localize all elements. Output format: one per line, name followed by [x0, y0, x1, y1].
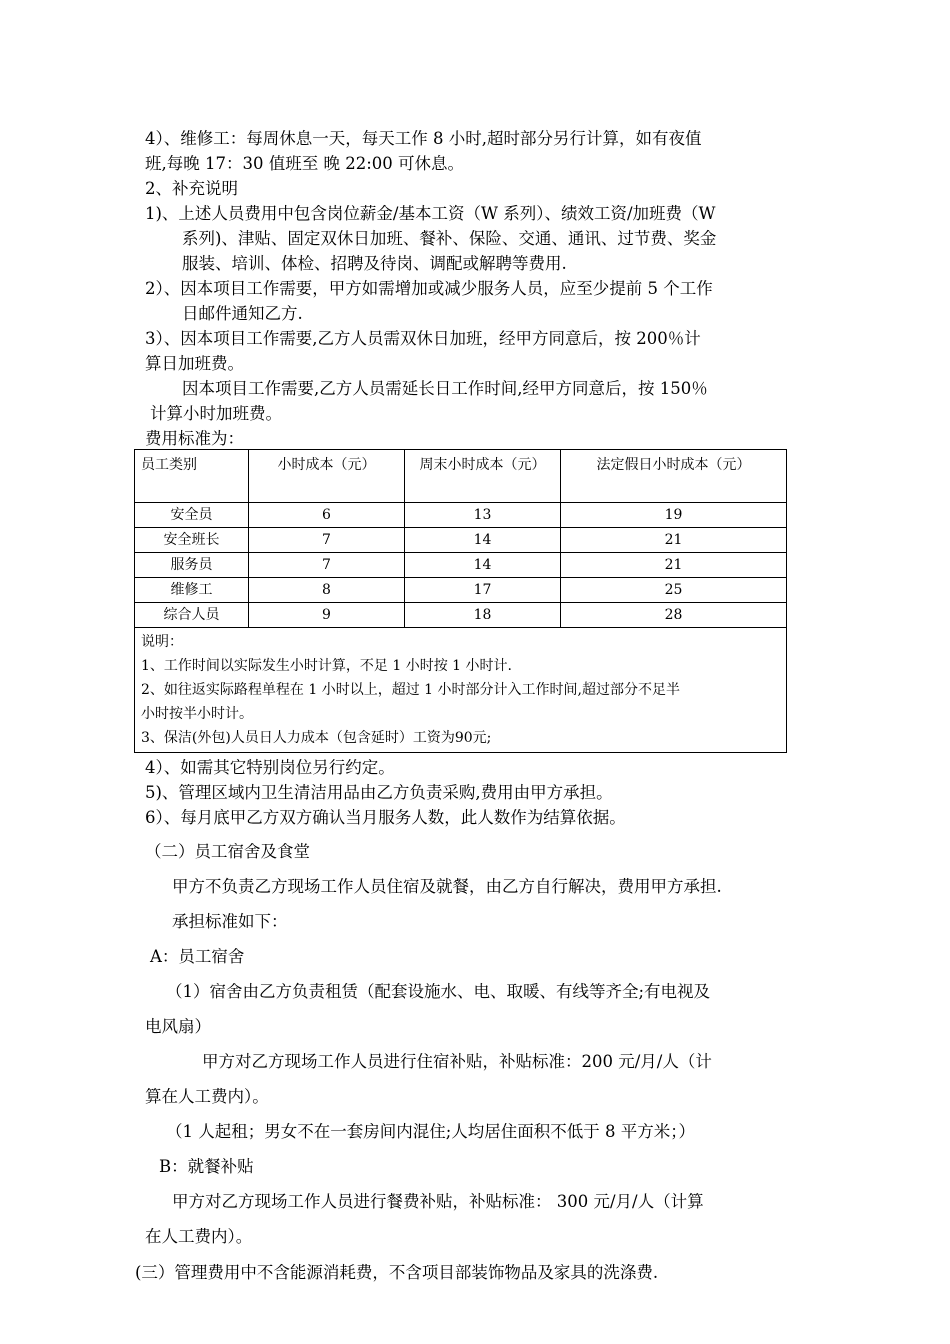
table-cell: 14: [405, 553, 561, 578]
header-cell: 小时成本（元）: [249, 450, 405, 503]
text-line: （1 人起租；男女不在一套房间内混住;人均居住面积不低于 8 平方米；）: [166, 1122, 696, 1141]
table-cell: 18: [405, 603, 561, 628]
table-cell: 7: [249, 553, 405, 578]
text-line: 4）、如需其它特别岗位另行约定。: [145, 758, 395, 777]
table-note-cell: [135, 628, 787, 753]
table-cell: 9: [249, 603, 405, 628]
subsection-heading: A：员工宿舍: [150, 947, 245, 966]
note-line: 2、如往返实际路程单程在 1 小时以上，超过 1 小时部分计入工作时间,超过部分不足半: [141, 682, 680, 698]
header-cell: 周末小时成本（元）: [405, 450, 561, 503]
section-heading: 2、补充说明: [145, 179, 238, 198]
text-line: 甲方对乙方现场工作人员进行餐费补贴，补贴标准： 300 元/月/人（计算: [172, 1192, 704, 1211]
subsection-heading: B：就餐补贴: [159, 1157, 254, 1176]
table-cell: 21: [561, 528, 787, 553]
table-cell: 安全员: [135, 503, 249, 528]
table-cell: 综合人员: [135, 603, 249, 628]
text-line: （1）宿舍由乙方负责租赁（配套设施水、电、取暖、有线等齐全;有电视及: [166, 982, 711, 1001]
header-cell: 法定假日小时成本（元）: [561, 450, 787, 503]
table-cell: 服务员: [135, 553, 249, 578]
note-line: 1、工作时间以实际发生小时计算，不足 1 小时按 1 小时计.: [141, 658, 512, 674]
text-line: 6）、每月底甲乙方双方确认当月服务人数，此人数作为结算依据。: [145, 808, 626, 827]
text-line: 甲方对乙方现场工作人员进行住宿补贴，补贴标准：200 元/月/人（计: [202, 1052, 712, 1071]
text-line: 2）、因本项目工作需要，甲方如需增加或减少服务人员，应至少提前 5 个工作: [145, 279, 713, 298]
cost-table: [134, 449, 787, 753]
text-line: 班,每晚 17：30 值班至 晚 22:00 可休息。: [145, 154, 465, 173]
table-cell: 17: [405, 578, 561, 603]
text-line: 在人工费内）。: [145, 1227, 253, 1246]
text-line: 日邮件通知乙方.: [182, 304, 303, 323]
text-line: 电风扇）: [145, 1017, 211, 1036]
table-cell: 21: [561, 553, 787, 578]
table-caption: 费用标准为：: [145, 429, 244, 448]
text-line: 甲方不负责乙方现场工作人员住宿及就餐，由乙方自行解决，费用甲方承担.: [172, 877, 722, 896]
table-cell: 28: [561, 603, 787, 628]
table-cell: 维修工: [135, 578, 249, 603]
table-cell: 8: [249, 578, 405, 603]
section-heading: (三）管理费用中不含能源消耗费，不含项目部装饰物品及家具的洗涤费.: [135, 1263, 659, 1282]
note-line: 小时按半小时计。: [141, 706, 253, 722]
table-row: [135, 528, 787, 553]
table-cell: 7: [249, 528, 405, 553]
text-line: 算日加班费。: [145, 354, 244, 373]
text-line: 4）、维修工：每周休息一天，每天工作 8 小时,超时部分另行计算，如有夜值: [145, 129, 702, 148]
text-line: 系列)、津贴、固定双休日加班、餐补、保险、交通、通讯、过节费、奖金: [182, 229, 717, 248]
text-line: 1)、上述人员费用中包含岗位薪金/基本工资（W 系列）、绩效工资/加班费（W: [145, 204, 716, 223]
header-cell: 员工类别: [135, 450, 249, 503]
text-line: 5)、管理区域内卫生清洁用品由乙方负责采购,费用由甲方承担。: [145, 783, 613, 802]
table-row: [135, 603, 787, 628]
table-note-row: [135, 628, 787, 753]
table-cell: 13: [405, 503, 561, 528]
table-cell: 19: [561, 503, 787, 528]
text-line: 3）、因本项目工作需要,乙方人员需双休日加班，经甲方同意后，按 200％计: [145, 329, 701, 348]
table-row: [135, 503, 787, 528]
table-cell: 14: [405, 528, 561, 553]
note-line: 3、保洁(外包)人员日人力成本（包含延时）工资为90元;: [141, 730, 492, 746]
table-cell: 安全班长: [135, 528, 249, 553]
table-cell: 6: [249, 503, 405, 528]
table-row: [135, 578, 787, 603]
text-line: 算在人工费内）。: [145, 1087, 269, 1106]
note-title: 说明：: [141, 634, 183, 650]
text-line: 因本项目工作需要,乙方人员需延长日工作时间,经甲方同意后，按 150％: [182, 379, 708, 398]
table-cell: 25: [561, 578, 787, 603]
text-line: 服装、培训、体检、招聘及待岗、调配或解聘等费用.: [182, 254, 567, 273]
text-line: 承担标准如下：: [172, 912, 288, 931]
section-heading: （二）员工宿舍及食堂: [145, 842, 310, 861]
table-header-row: [135, 450, 787, 503]
table-row: [135, 553, 787, 578]
text-line: 计算小时加班费。: [150, 404, 282, 423]
